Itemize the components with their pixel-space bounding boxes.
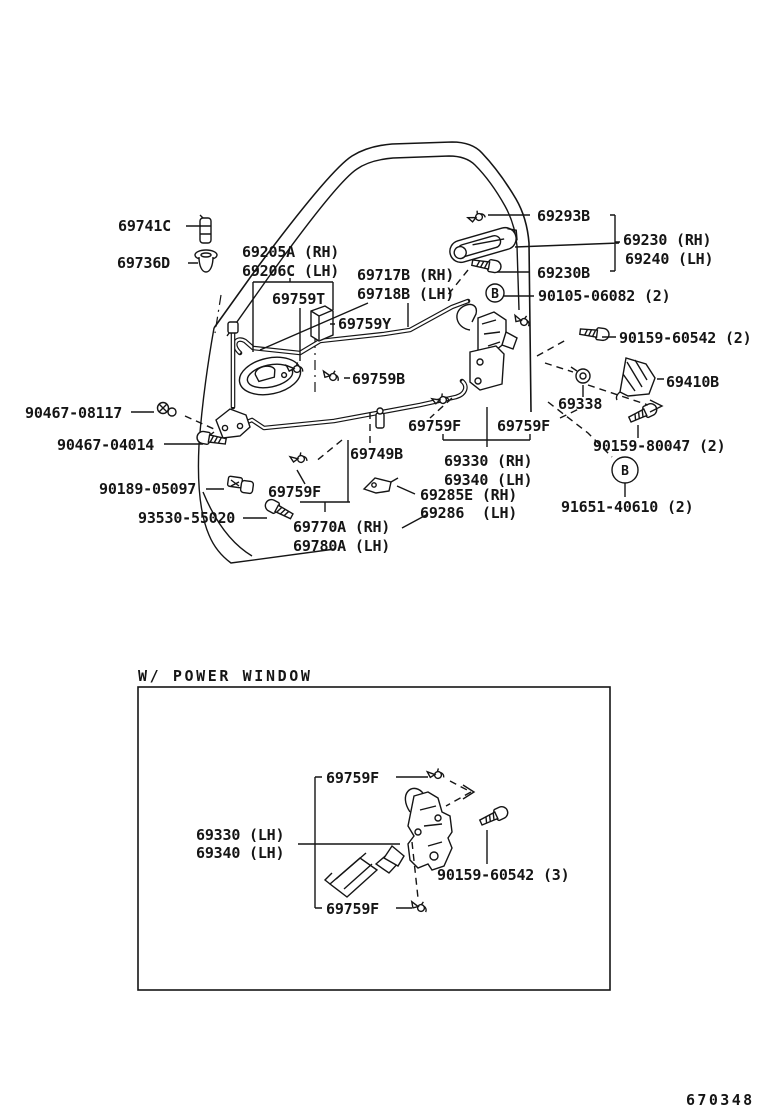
label-90467-04014: 90467-04014 bbox=[57, 436, 155, 454]
power-window-section bbox=[138, 667, 610, 990]
clip-69759F-pw-top-icon bbox=[427, 768, 444, 780]
figure-number: 670348 bbox=[686, 1091, 755, 1109]
grommet-69338-icon bbox=[571, 367, 590, 383]
label-69206C: 69206C (LH) bbox=[242, 262, 340, 280]
label-69293B: 69293B bbox=[537, 207, 590, 225]
label-pw-69330: 69330 (LH) bbox=[196, 826, 285, 844]
label-pw-69759F-top: 69759F bbox=[326, 769, 379, 787]
outside-handle-69230-icon bbox=[447, 225, 520, 265]
power-window-leaders bbox=[298, 777, 487, 908]
label-69749B: 69749B bbox=[350, 445, 403, 463]
label-69759F-mid-right: 69759F bbox=[497, 417, 550, 435]
screw-90159-60542-icon bbox=[579, 326, 609, 341]
power-window-title: W/ POWER WINDOW bbox=[138, 667, 313, 685]
label-69770A: 69770A (RH) bbox=[293, 518, 391, 536]
label-69759Y: 69759Y bbox=[338, 315, 391, 333]
label-69205A: 69205A (RH) bbox=[242, 243, 340, 261]
label-69718B: 69718B (LH) bbox=[357, 285, 455, 303]
screw-90159-80047-icon bbox=[627, 402, 658, 425]
clip-90189-05097-icon bbox=[227, 476, 253, 494]
label-90189-05097: 90189-05097 bbox=[99, 480, 197, 498]
clip-69759F-upper-icon bbox=[431, 392, 449, 406]
label-69330: 69330 (RH) bbox=[444, 452, 533, 470]
bellcrank-icon bbox=[205, 409, 250, 439]
label-90159-80047: 90159-80047 (2) bbox=[593, 437, 726, 455]
clip-69759F-pw-bottom-icon bbox=[411, 900, 428, 912]
clip-latch-top-icon bbox=[514, 314, 531, 326]
label-69338: 69338 bbox=[558, 395, 603, 413]
label-69717B: 69717B (RH) bbox=[357, 266, 455, 284]
clip-69749B-icon bbox=[376, 408, 384, 428]
label-69340: 69340 (LH) bbox=[444, 471, 533, 489]
label-B-bolt: B bbox=[621, 464, 629, 479]
power-lock-actuator-icon bbox=[325, 788, 452, 897]
label-69759F-mid-left: 69759F bbox=[408, 417, 461, 435]
cover-69410B-icon bbox=[616, 358, 655, 400]
screw-90159-60542-pw-icon bbox=[478, 805, 509, 828]
arrow-pw-clip bbox=[463, 785, 474, 799]
label-69759T: 69759T bbox=[272, 290, 325, 308]
label-93530-55020: 93530-55020 bbox=[138, 509, 236, 527]
nut-90467-08117-icon bbox=[158, 403, 177, 417]
label-69759F-left: 69759F bbox=[268, 483, 321, 501]
label-69741C: 69741C bbox=[118, 217, 171, 235]
label-90159-60542: 90159-60542 (2) bbox=[619, 329, 752, 347]
label-90467-08117: 90467-08117 bbox=[25, 404, 123, 422]
label-69410B: 69410B bbox=[666, 373, 719, 391]
label-pw-90159-60542: 90159-60542 (3) bbox=[437, 866, 570, 884]
label-69230B: 69230B bbox=[537, 264, 590, 282]
screw-93530-55020-icon bbox=[263, 497, 294, 521]
label-B-washer: B bbox=[491, 287, 499, 302]
label-69759B: 69759B bbox=[352, 370, 405, 388]
label-69285E: 69285E (RH) bbox=[420, 486, 518, 504]
grommet-69736D-icon bbox=[195, 250, 217, 272]
clip-69741C-icon bbox=[200, 215, 211, 243]
clip-69293B-icon bbox=[467, 209, 485, 225]
inner-handle-69205A-icon bbox=[236, 352, 304, 400]
label-69736D: 69736D bbox=[117, 254, 170, 272]
label-69230: 69230 (RH) bbox=[623, 231, 712, 249]
label-91651-40610: 91651-40610 (2) bbox=[561, 498, 694, 516]
clip-69759F-rod-icon bbox=[290, 451, 307, 464]
lever-69285E-icon bbox=[364, 478, 398, 493]
label-pw-69759F-bottom: 69759F bbox=[326, 900, 379, 918]
label-69286: 69286 (LH) bbox=[420, 504, 518, 522]
door-latch-69330-icon bbox=[457, 304, 517, 390]
clip-69759B-icon bbox=[323, 370, 339, 381]
label-69240: 69240 (LH) bbox=[625, 250, 714, 268]
label-69780A: 69780A (LH) bbox=[293, 537, 391, 555]
label-90105-06082: 90105-06082 (2) bbox=[538, 287, 671, 305]
label-pw-69340: 69340 (LH) bbox=[196, 844, 285, 862]
lock-knob bbox=[228, 322, 238, 333]
